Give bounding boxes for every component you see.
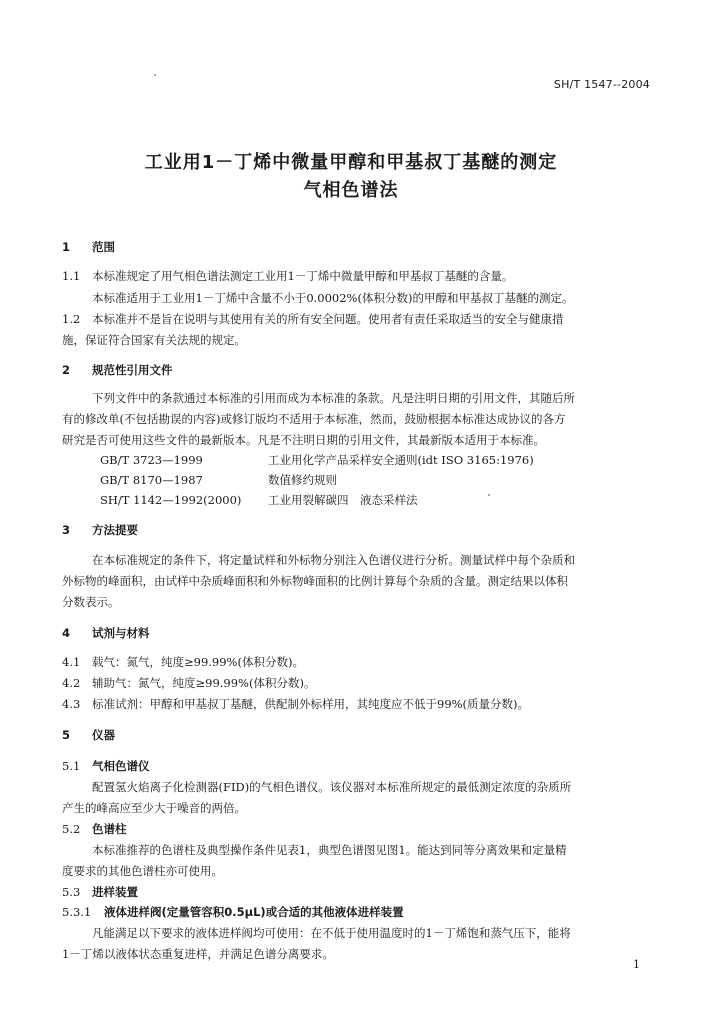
clause-number: 4.2 [62, 676, 81, 690]
clause-5-2-heading [62, 821, 662, 837]
clause-number: 4.1 [62, 655, 81, 669]
paragraph-text: 研究是否可使用这些文件的最新版本。凡是不注明日期的引用文件，其最新版本适用于本标准。 [62, 433, 545, 447]
clause-number: 5.3 [62, 885, 81, 899]
reference-name: 工业用化学产品采样安全通则(idt ISO 3165:1976) [268, 453, 534, 467]
section-number: 4 [62, 626, 71, 640]
reference-code: SH/T 1142—1992(2000) [100, 493, 242, 507]
paragraph-text: 在本标准规定的条件下，将定量试样和外标物分别注入色谱仪进行分析。测量试样中每个杂质和 [92, 553, 575, 567]
paragraph-text: 有的修改单(不包括勘误的内容)或修订版均不适用于本标准，然而，鼓励根据本标准达成协议的各方 [62, 412, 566, 426]
clause-number: 1.1 [62, 269, 81, 283]
document-subtitle: 气相色谱法 [303, 180, 399, 201]
normative-reference [100, 492, 700, 508]
reference-code: GB/T 3723—1999 [100, 453, 203, 467]
clause-title: 液体进样阀(定量管容积0.5μL)或合适的其他液体进样装置 [104, 905, 404, 919]
paragraph-text: 施，保证符合国家有关法规的规定。 [62, 333, 246, 347]
page-number: 1 [633, 958, 640, 971]
section-title: 范围 [92, 240, 115, 254]
section-title: 方法提要 [92, 523, 138, 537]
clause-text: 辅助气：氮气，纯度≥99.99%(体积分数)。 [92, 676, 316, 690]
reference-code: GB/T 8170—1987 [100, 473, 203, 487]
clause-5-3-heading [62, 884, 662, 900]
scan-speck [154, 74, 156, 76]
section-number: 5 [62, 728, 71, 742]
section-2-heading [62, 362, 662, 378]
reference-name: 工业用裂解碳四 液态采样法 [268, 493, 418, 507]
standard-code: SH/T 1547--2004 [553, 78, 650, 91]
scan-speck [488, 494, 490, 496]
clause-4-2 [62, 675, 662, 691]
section-number: 2 [62, 363, 71, 377]
clause-text: 本标准规定了用气相色谱法测定工业用1－丁烯中微量甲醇和甲基叔丁基醚的含量。 [92, 269, 514, 283]
normative-reference [100, 472, 700, 488]
clause-4-3 [62, 696, 662, 712]
clause-title: 色谱柱 [92, 822, 127, 836]
clause-number: 5.1 [62, 759, 81, 773]
clause-text: 载气：氮气，纯度≥99.99%(体积分数)。 [92, 655, 304, 669]
document-title: 工业用1－丁烯中微量甲醇和甲基叔丁基醚的测定 [144, 152, 558, 173]
section-number: 3 [62, 523, 71, 537]
paragraph-text: 产生的峰高应至少大于噪音的两倍。 [62, 801, 246, 815]
clause-1-2 [62, 311, 662, 327]
clause-number: 5.2 [62, 822, 81, 836]
paragraph-text: 1－丁烯以液体状态重复进样，并满足色谱分离要求。 [62, 947, 334, 961]
section-title: 规范性引用文件 [92, 363, 173, 377]
clause-1-1 [62, 268, 662, 284]
paragraph-text: 外标物的峰面积，由试样中杂质峰面积和外标物峰面积的比例计算每个杂质的含量。测定结果以体积 [62, 574, 568, 588]
section-3-heading [62, 522, 662, 538]
paragraph-text: 本标准推荐的色谱柱及典型操作条件见表1，典型色谱图见图1。能达到同等分离效果和定量精 [92, 843, 567, 857]
clause-text: 标准试剂：甲醇和甲基叔丁基醚，供配制外标样用，其纯度应不低于99%(质量分数)。 [92, 697, 530, 711]
clause-title: 进样装置 [92, 885, 138, 899]
section-number: 1 [62, 240, 71, 254]
section-4-heading [62, 625, 662, 641]
paragraph-text: 凡能满足以下要求的液体进样阀均可使用：在不低于使用温度时的1－丁烯饱和蒸气压下，能将 [92, 926, 571, 940]
section-5-heading [62, 727, 662, 743]
clause-number: 4.3 [62, 697, 81, 711]
normative-reference [100, 452, 700, 468]
clause-5-3-1-heading [62, 904, 662, 920]
paragraph-text: 本标准适用于工业用1－丁烯中含量不小于0.0002%(体积分数)的甲醇和甲基叔丁基醚的测定。 [92, 291, 574, 305]
clause-title: 气相色谱仪 [92, 759, 150, 773]
section-title: 试剂与材料 [92, 626, 150, 640]
clause-5-1-heading [62, 758, 662, 774]
reference-name: 数值修约规则 [268, 473, 337, 487]
paragraph-text: 分数表示。 [62, 595, 120, 609]
paragraph-text: 度要求的其他色谱柱亦可使用。 [62, 864, 223, 878]
paragraph-text: 下列文件中的条款通过本标准的引用而成为本标准的条款。凡是注明日期的引用文件，其随后所 [92, 391, 575, 405]
clause-text: 本标准并不是旨在说明与其使用有关的所有安全问题。使用者有责任采取适当的安全与健康措 [92, 312, 564, 326]
clause-number: 5.3.1 [62, 905, 92, 919]
paragraph-text: 配置氢火焰离子化检测器(FID)的气相色谱仪。该仪器对本标准所规定的最低测定浓度的杂质所 [92, 780, 572, 794]
clause-4-1 [62, 654, 662, 670]
section-title: 仪器 [92, 728, 115, 742]
clause-number: 1.2 [62, 312, 81, 326]
section-1-heading [62, 239, 662, 255]
